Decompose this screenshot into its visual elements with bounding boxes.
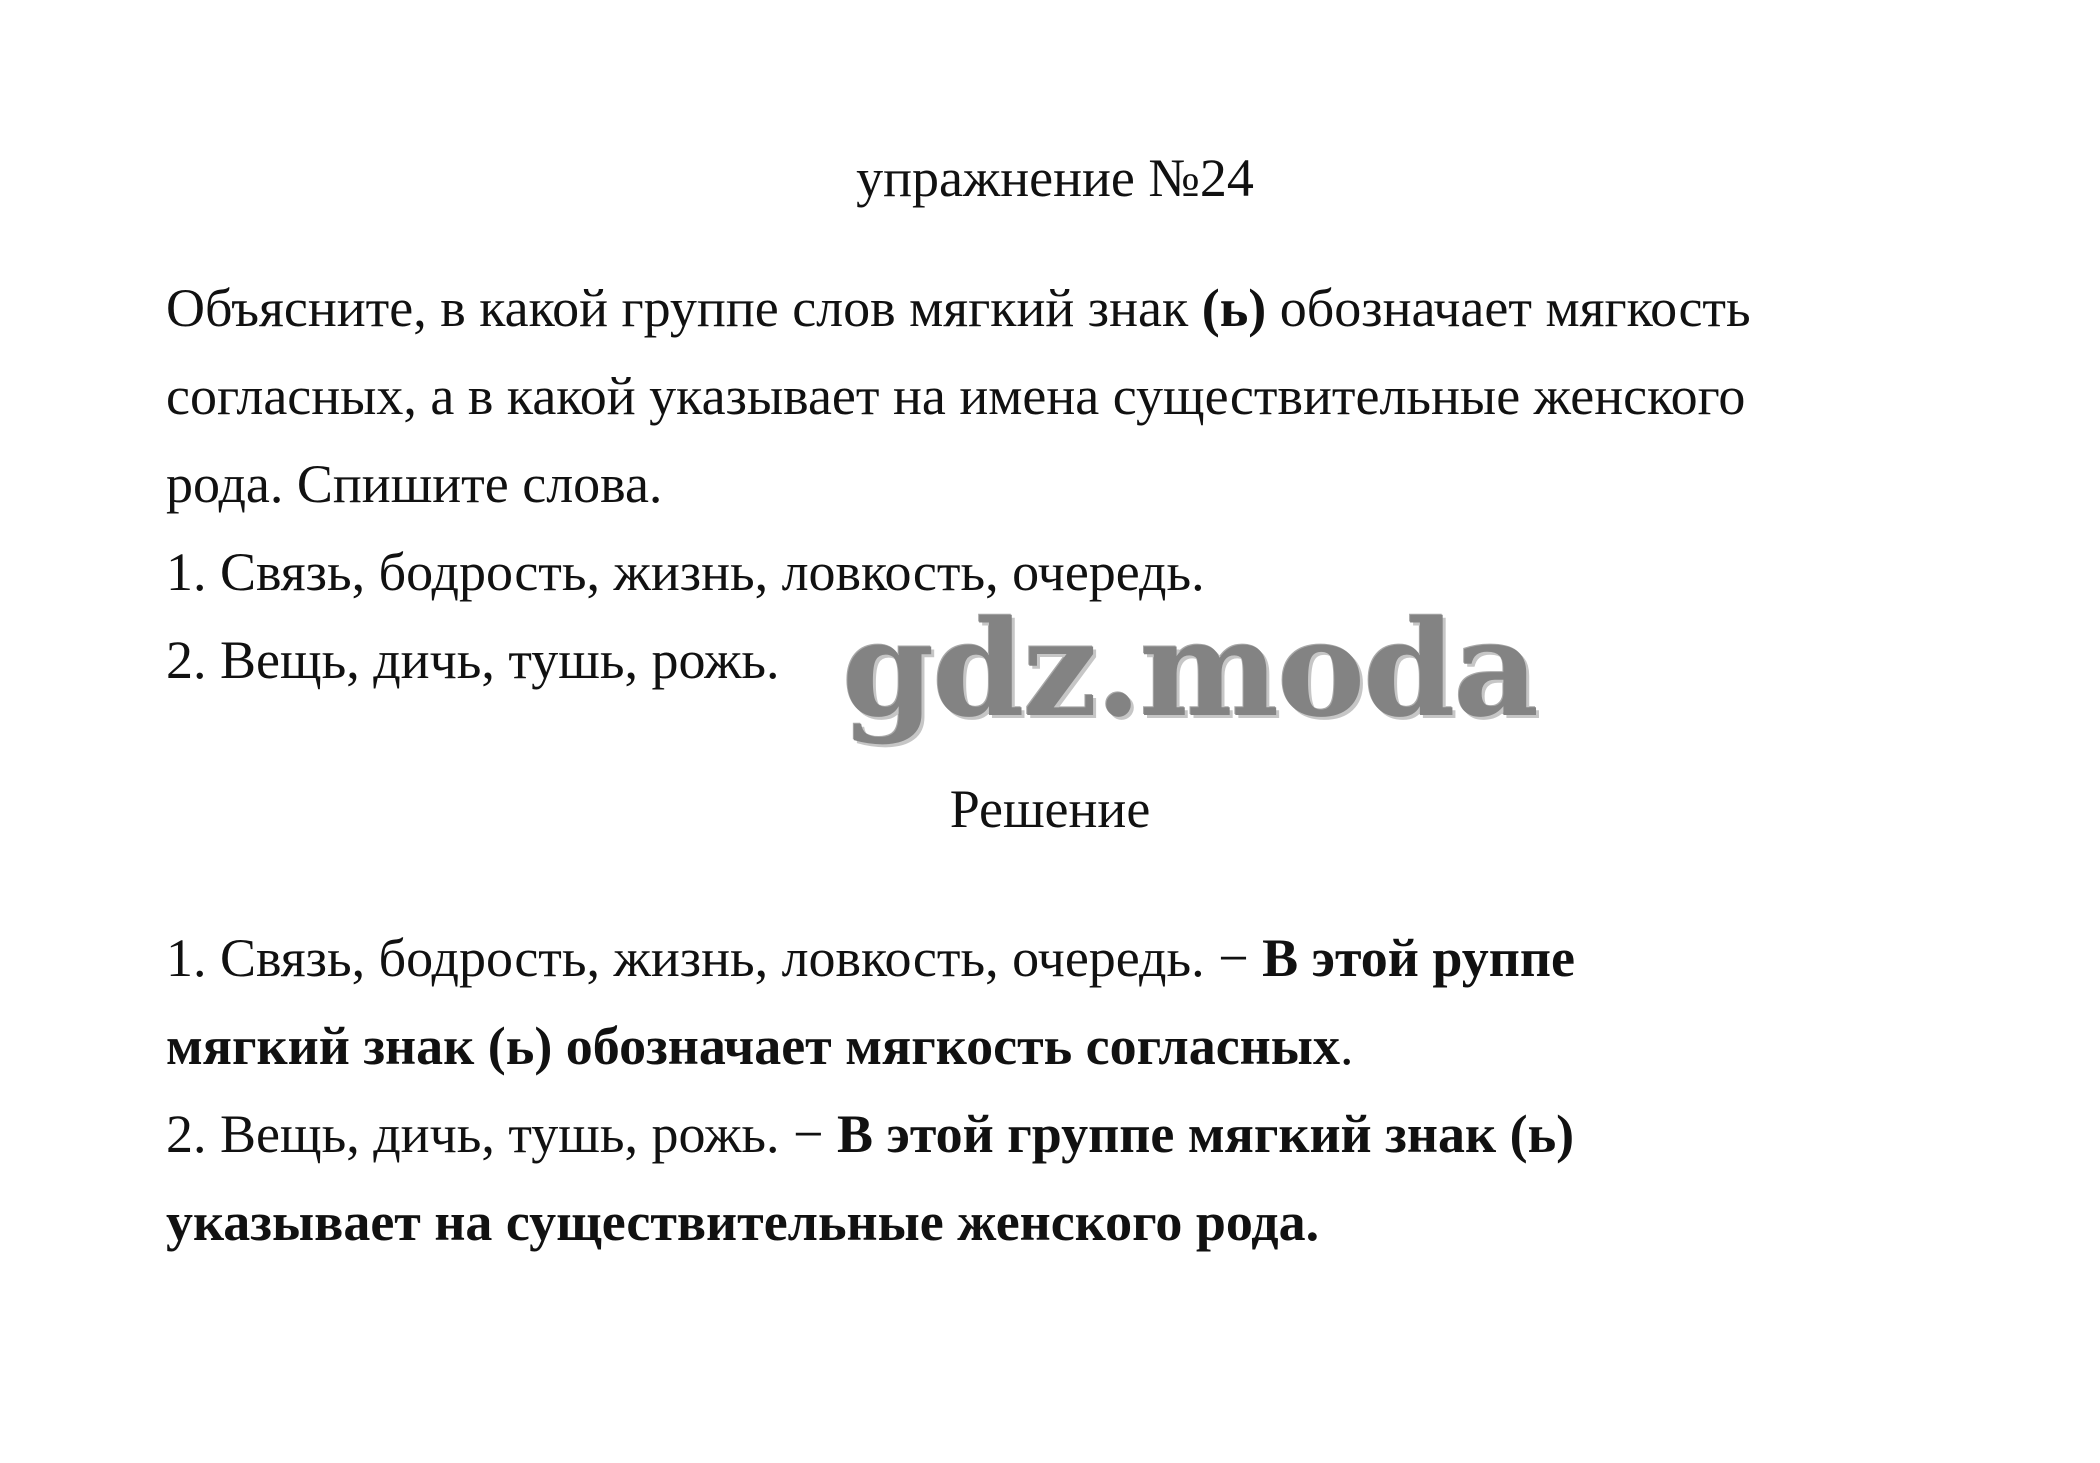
answer-2-line-1 [166, 1104, 1574, 1164]
answer-1-bold-end: мягкий знак (ь) обозначает мягкость согласных [166, 1016, 1340, 1076]
instruction-line-3: рода. Спишите слова. [166, 454, 663, 514]
answer-1-line-2 [166, 1016, 1353, 1076]
answer-2-bold-end: указывает на существительные женского рода. [166, 1192, 1320, 1252]
instruction-line-1-text: Объясните, в какой группе слов мягкий знак [166, 278, 1202, 338]
answer-1-bold-start: В этой руппе [1262, 928, 1575, 988]
word-group-1: 1. Связь, бодрость, жизнь, ловкость, очередь. [166, 542, 1205, 602]
solution-title: Решение [949, 779, 1151, 839]
exercise-title: упражнение №24 [856, 148, 1254, 208]
answer-2-line-2 [166, 1192, 1319, 1252]
site-watermark: gdz.moda [842, 592, 1538, 747]
instruction-line-2: согласных, а в какой указывает на имена существительные женского [166, 366, 1746, 426]
instruction-line-1-end: обозначает мягкость [1266, 278, 1751, 338]
answer-1-line-1 [166, 928, 1575, 988]
soft-sign-bold: (ь) [1201, 278, 1267, 338]
instruction-line-1 [166, 278, 1751, 338]
answer-2-words: 2. Вещь, дичь, тушь, рожь. − [166, 1104, 837, 1164]
answer-2-bold-start: В этой группе мягкий знак (ь) [837, 1104, 1575, 1164]
answer-1-period: . [1339, 1016, 1354, 1076]
answer-1-words: 1. Связь, бодрость, жизнь, ловкость, очередь. − [166, 928, 1263, 988]
word-group-2: 2. Вещь, дичь, тушь, рожь. [166, 630, 780, 690]
